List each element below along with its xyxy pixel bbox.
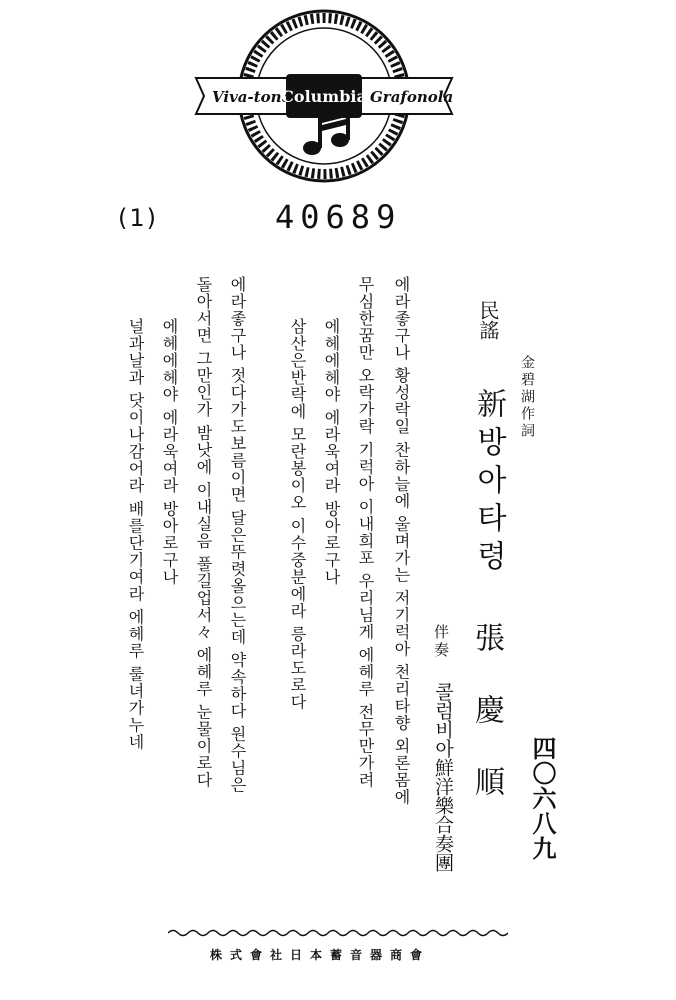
- lyric-line: 에헤에헤야 에라욱여라 방아로구나: [160, 318, 179, 586]
- lyric-line: 삼산은반락에 모란봉이오 이수중분에라 릉라도로다: [288, 318, 307, 711]
- orchestra-name: 콜럼비아鮮洋樂合奏團: [432, 682, 454, 872]
- lyric-line: 에헤에헤야 에라욱여라 방아로구나: [322, 318, 341, 586]
- catalog-number-kanji: 四〇六八九: [528, 736, 556, 861]
- footer-wavy-rule: [168, 928, 508, 938]
- orchestra-label: 伴奏: [432, 624, 450, 660]
- genre-label: 民謠: [476, 300, 500, 340]
- logo-brand-text: Columbia: [281, 87, 367, 106]
- record-number: 40689: [275, 198, 402, 236]
- logo-left-text: Viva-tonal: [212, 88, 297, 106]
- side-label: (1): [118, 204, 158, 232]
- lyric-line: 널과날과 닷이나감어라 배를단기여라 에헤루 룰녀가누네: [126, 318, 145, 751]
- lyric-line: 무심한꿈만 오락가락 기럭아 이내희포 우리님게 에헤루 전무만가려: [356, 276, 375, 789]
- logo-right-text: Grafonola: [370, 88, 454, 106]
- lyricist-credit: 金碧湖作詞: [519, 355, 535, 440]
- columbia-logo: [0, 0, 676, 200]
- song-title: 新방아타령: [471, 388, 506, 578]
- singer-name: 張慶順: [469, 622, 504, 838]
- lyric-line: 에라좋구나 황성락일 찬하늘에 울며가는 저기럭아 천리타향 외론몸에: [392, 276, 411, 806]
- lyric-line: 에라좋구나 젓다가도보름이면 달은뚜렷올으는데 약속하다 원수님은: [228, 276, 247, 794]
- lyric-line: 돌아서면 그만인가 밤낫에 이내실음 풀길업서々 에헤루 눈물이로다: [194, 276, 213, 789]
- publisher-footer: 株式會社日本蓄音器商會: [210, 948, 431, 962]
